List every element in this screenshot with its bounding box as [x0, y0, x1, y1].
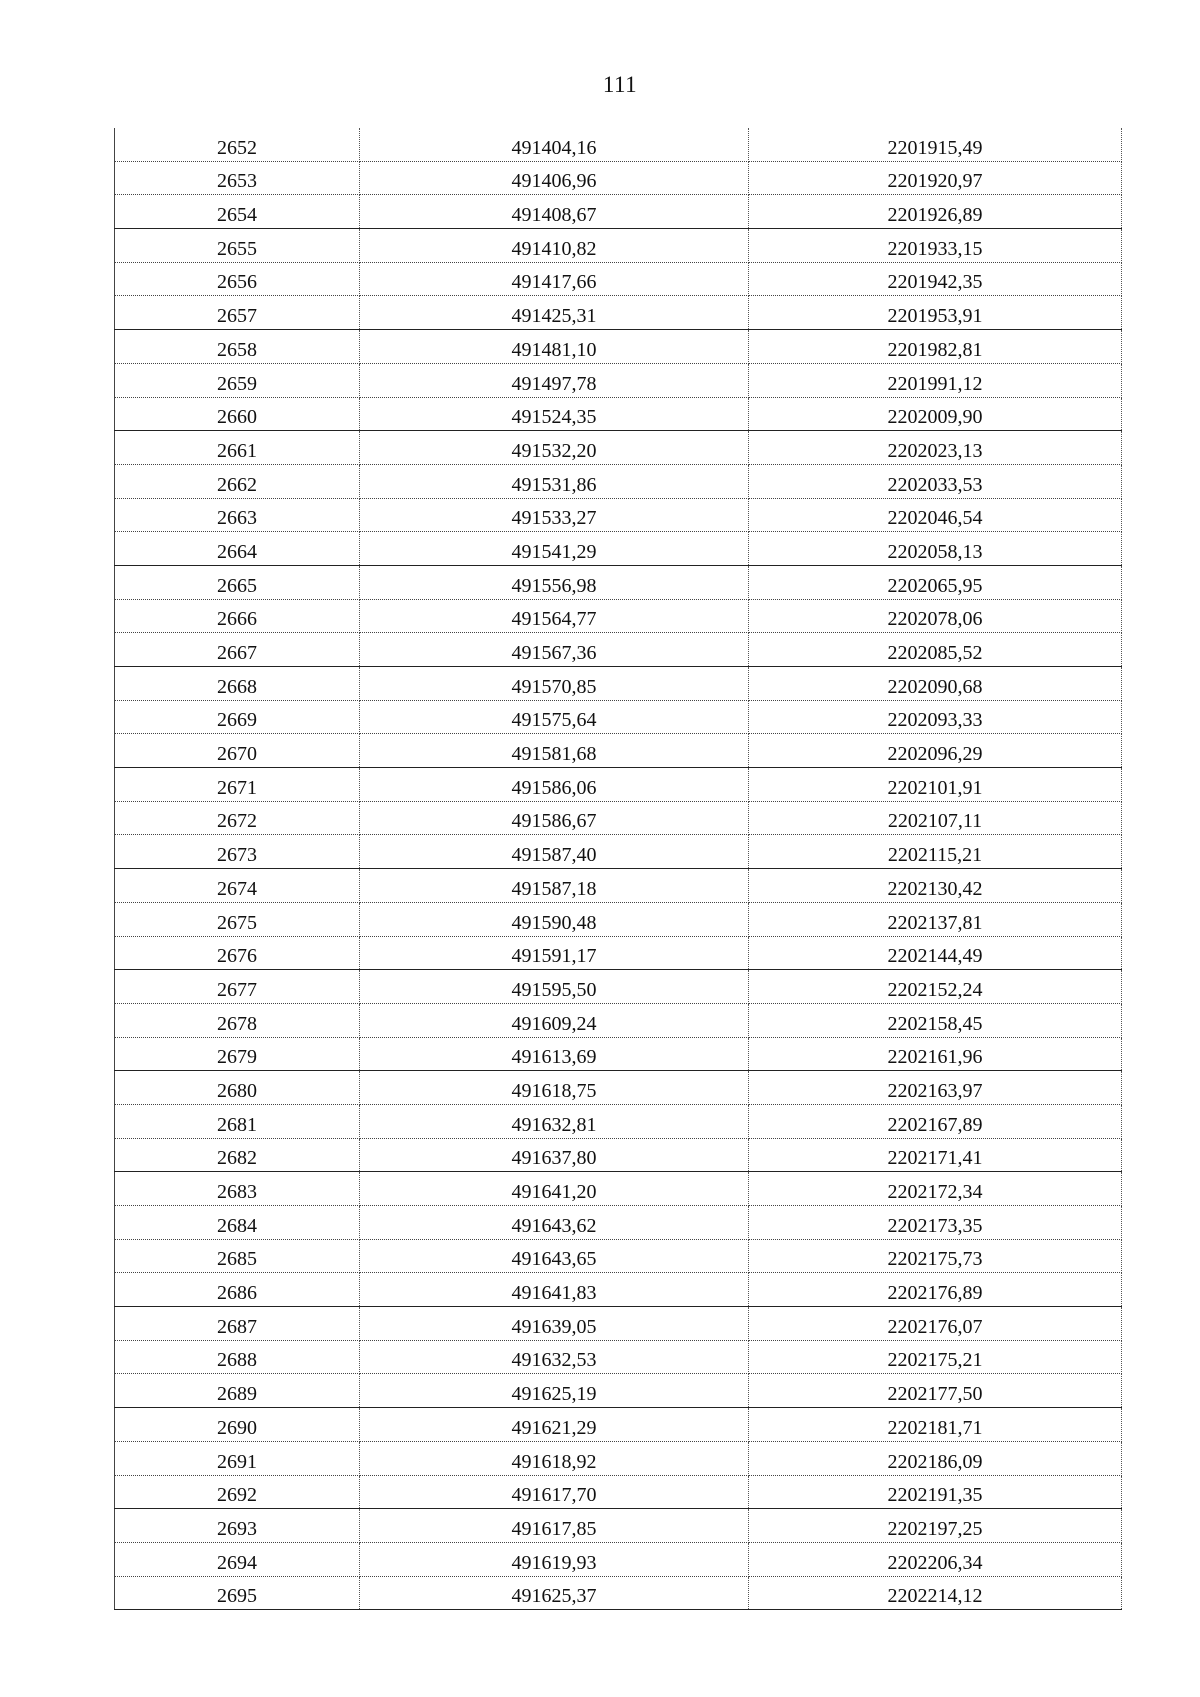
- point-number-cell: 2689: [115, 1374, 360, 1408]
- y-coordinate-cell: 2202096,29: [749, 734, 1122, 768]
- y-coordinate-cell: 2201953,91: [749, 296, 1122, 330]
- point-number-cell: 2664: [115, 532, 360, 566]
- x-coordinate-cell: 491625,19: [360, 1374, 749, 1408]
- y-coordinate-cell: 2202171,41: [749, 1138, 1122, 1172]
- x-coordinate-cell: 491590,48: [360, 902, 749, 936]
- point-number-cell: 2671: [115, 768, 360, 802]
- point-number-cell: 2663: [115, 498, 360, 532]
- x-coordinate-cell: 491632,53: [360, 1340, 749, 1374]
- table-row: [115, 1307, 1122, 1341]
- y-coordinate-cell: 2202176,07: [749, 1307, 1122, 1341]
- table-row: [115, 330, 1122, 364]
- table-row: [115, 1071, 1122, 1105]
- point-number-cell: 2654: [115, 195, 360, 229]
- x-coordinate-cell: 491587,40: [360, 835, 749, 869]
- x-coordinate-cell: 491425,31: [360, 296, 749, 330]
- table-row: [115, 835, 1122, 869]
- x-coordinate-cell: 491481,10: [360, 330, 749, 364]
- x-coordinate-cell: 491564,77: [360, 599, 749, 633]
- point-number-cell: 2685: [115, 1239, 360, 1273]
- table-row: [115, 1475, 1122, 1509]
- table-row: [115, 464, 1122, 498]
- point-number-cell: 2660: [115, 397, 360, 431]
- x-coordinate-cell: 491587,18: [360, 869, 749, 903]
- table-row: [115, 1408, 1122, 1442]
- x-coordinate-cell: 491556,98: [360, 565, 749, 599]
- y-coordinate-cell: 2202172,34: [749, 1172, 1122, 1206]
- table-row: [115, 1509, 1122, 1543]
- coordinates-table-body: [115, 128, 1122, 1610]
- point-number-cell: 2683: [115, 1172, 360, 1206]
- y-coordinate-cell: 2201982,81: [749, 330, 1122, 364]
- y-coordinate-cell: 2201926,89: [749, 195, 1122, 229]
- point-number-cell: 2661: [115, 431, 360, 465]
- table-row: [115, 936, 1122, 970]
- point-number-cell: 2680: [115, 1071, 360, 1105]
- x-coordinate-cell: 491591,17: [360, 936, 749, 970]
- x-coordinate-cell: 491641,83: [360, 1273, 749, 1307]
- x-coordinate-cell: 491625,37: [360, 1576, 749, 1610]
- y-coordinate-cell: 2202173,35: [749, 1206, 1122, 1240]
- table-row: [115, 902, 1122, 936]
- y-coordinate-cell: 2202107,11: [749, 801, 1122, 835]
- x-coordinate-cell: 491575,64: [360, 700, 749, 734]
- table-row: [115, 1138, 1122, 1172]
- point-number-cell: 2657: [115, 296, 360, 330]
- y-coordinate-cell: 2202181,71: [749, 1408, 1122, 1442]
- y-coordinate-cell: 2202009,90: [749, 397, 1122, 431]
- point-number-cell: 2675: [115, 902, 360, 936]
- x-coordinate-cell: 491637,80: [360, 1138, 749, 1172]
- y-coordinate-cell: 2202167,89: [749, 1104, 1122, 1138]
- table-row: [115, 431, 1122, 465]
- table-row: [115, 1003, 1122, 1037]
- y-coordinate-cell: 2202161,96: [749, 1037, 1122, 1071]
- y-coordinate-cell: 2201920,97: [749, 161, 1122, 195]
- point-number-cell: 2655: [115, 229, 360, 263]
- point-number-cell: 2690: [115, 1408, 360, 1442]
- point-number-cell: 2665: [115, 565, 360, 599]
- point-number-cell: 2667: [115, 633, 360, 667]
- point-number-cell: 2670: [115, 734, 360, 768]
- x-coordinate-cell: 491586,06: [360, 768, 749, 802]
- table-row: [115, 667, 1122, 701]
- x-coordinate-cell: 491621,29: [360, 1408, 749, 1442]
- x-coordinate-cell: 491406,96: [360, 161, 749, 195]
- y-coordinate-cell: 2201991,12: [749, 363, 1122, 397]
- y-coordinate-cell: 2202191,35: [749, 1475, 1122, 1509]
- y-coordinate-cell: 2202186,09: [749, 1441, 1122, 1475]
- y-coordinate-cell: 2202085,52: [749, 633, 1122, 667]
- table-row: [115, 1239, 1122, 1273]
- x-coordinate-cell: 491524,35: [360, 397, 749, 431]
- table-row: [115, 599, 1122, 633]
- table-row: [115, 1273, 1122, 1307]
- point-number-cell: 2692: [115, 1475, 360, 1509]
- y-coordinate-cell: 2201915,49: [749, 128, 1122, 161]
- x-coordinate-cell: 491643,65: [360, 1239, 749, 1273]
- y-coordinate-cell: 2202177,50: [749, 1374, 1122, 1408]
- x-coordinate-cell: 491581,68: [360, 734, 749, 768]
- x-coordinate-cell: 491595,50: [360, 970, 749, 1004]
- point-number-cell: 2684: [115, 1206, 360, 1240]
- x-coordinate-cell: 491618,75: [360, 1071, 749, 1105]
- point-number-cell: 2695: [115, 1576, 360, 1610]
- table-row: [115, 1206, 1122, 1240]
- x-coordinate-cell: 491497,78: [360, 363, 749, 397]
- table-row: [115, 128, 1122, 161]
- x-coordinate-cell: 491533,27: [360, 498, 749, 532]
- table-row: [115, 565, 1122, 599]
- point-number-cell: 2681: [115, 1104, 360, 1138]
- point-number-cell: 2656: [115, 262, 360, 296]
- x-coordinate-cell: 491570,85: [360, 667, 749, 701]
- point-number-cell: 2668: [115, 667, 360, 701]
- y-coordinate-cell: 2202023,13: [749, 431, 1122, 465]
- table-row: [115, 1576, 1122, 1610]
- x-coordinate-cell: 491531,86: [360, 464, 749, 498]
- table-row: [115, 801, 1122, 835]
- y-coordinate-cell: 2202058,13: [749, 532, 1122, 566]
- y-coordinate-cell: 2202175,73: [749, 1239, 1122, 1273]
- y-coordinate-cell: 2202163,97: [749, 1071, 1122, 1105]
- y-coordinate-cell: 2202115,21: [749, 835, 1122, 869]
- y-coordinate-cell: 2202175,21: [749, 1340, 1122, 1374]
- point-number-cell: 2659: [115, 363, 360, 397]
- table-row: [115, 734, 1122, 768]
- x-coordinate-cell: 491532,20: [360, 431, 749, 465]
- point-number-cell: 2694: [115, 1542, 360, 1576]
- y-coordinate-cell: 2202197,25: [749, 1509, 1122, 1543]
- x-coordinate-cell: 491586,67: [360, 801, 749, 835]
- point-number-cell: 2652: [115, 128, 360, 161]
- y-coordinate-cell: 2202176,89: [749, 1273, 1122, 1307]
- point-number-cell: 2662: [115, 464, 360, 498]
- x-coordinate-cell: 491641,20: [360, 1172, 749, 1206]
- point-number-cell: 2674: [115, 869, 360, 903]
- table-row: [115, 532, 1122, 566]
- y-coordinate-cell: 2202090,68: [749, 667, 1122, 701]
- table-row: [115, 1441, 1122, 1475]
- x-coordinate-cell: 491408,67: [360, 195, 749, 229]
- point-number-cell: 2693: [115, 1509, 360, 1543]
- point-number-cell: 2677: [115, 970, 360, 1004]
- table-row: [115, 363, 1122, 397]
- table-row: [115, 296, 1122, 330]
- y-coordinate-cell: 2202214,12: [749, 1576, 1122, 1610]
- x-coordinate-cell: 491613,69: [360, 1037, 749, 1071]
- x-coordinate-cell: 491404,16: [360, 128, 749, 161]
- x-coordinate-cell: 491541,29: [360, 532, 749, 566]
- coordinates-table: [114, 128, 1122, 1610]
- y-coordinate-cell: 2202206,34: [749, 1542, 1122, 1576]
- point-number-cell: 2669: [115, 700, 360, 734]
- table-row: [115, 700, 1122, 734]
- y-coordinate-cell: 2201942,35: [749, 262, 1122, 296]
- point-number-cell: 2688: [115, 1340, 360, 1374]
- table-row: [115, 869, 1122, 903]
- point-number-cell: 2672: [115, 801, 360, 835]
- table-row: [115, 1104, 1122, 1138]
- y-coordinate-cell: 2201933,15: [749, 229, 1122, 263]
- table-row: [115, 1340, 1122, 1374]
- x-coordinate-cell: 491639,05: [360, 1307, 749, 1341]
- y-coordinate-cell: 2202152,24: [749, 970, 1122, 1004]
- table-row: [115, 1542, 1122, 1576]
- point-number-cell: 2666: [115, 599, 360, 633]
- table-row: [115, 633, 1122, 667]
- table-row: [115, 262, 1122, 296]
- table-row: [115, 1172, 1122, 1206]
- y-coordinate-cell: 2202101,91: [749, 768, 1122, 802]
- table-row: [115, 161, 1122, 195]
- point-number-cell: 2658: [115, 330, 360, 364]
- point-number-cell: 2687: [115, 1307, 360, 1341]
- point-number-cell: 2691: [115, 1441, 360, 1475]
- page-number: 111: [602, 72, 638, 97]
- point-number-cell: 2679: [115, 1037, 360, 1071]
- point-number-cell: 2682: [115, 1138, 360, 1172]
- x-coordinate-cell: 491609,24: [360, 1003, 749, 1037]
- y-coordinate-cell: 2202065,95: [749, 565, 1122, 599]
- x-coordinate-cell: 491417,66: [360, 262, 749, 296]
- y-coordinate-cell: 2202158,45: [749, 1003, 1122, 1037]
- x-coordinate-cell: 491619,93: [360, 1542, 749, 1576]
- y-coordinate-cell: 2202078,06: [749, 599, 1122, 633]
- table-row: [115, 1374, 1122, 1408]
- point-number-cell: 2676: [115, 936, 360, 970]
- point-number-cell: 2653: [115, 161, 360, 195]
- x-coordinate-cell: 491567,36: [360, 633, 749, 667]
- x-coordinate-cell: 491410,82: [360, 229, 749, 263]
- x-coordinate-cell: 491643,62: [360, 1206, 749, 1240]
- x-coordinate-cell: 491632,81: [360, 1104, 749, 1138]
- y-coordinate-cell: 2202093,33: [749, 700, 1122, 734]
- y-coordinate-cell: 2202144,49: [749, 936, 1122, 970]
- y-coordinate-cell: 2202046,54: [749, 498, 1122, 532]
- y-coordinate-cell: 2202130,42: [749, 869, 1122, 903]
- y-coordinate-cell: 2202137,81: [749, 902, 1122, 936]
- table-row: [115, 195, 1122, 229]
- table-row: [115, 498, 1122, 532]
- table-row: [115, 229, 1122, 263]
- y-coordinate-cell: 2202033,53: [749, 464, 1122, 498]
- table-row: [115, 768, 1122, 802]
- x-coordinate-cell: 491618,92: [360, 1441, 749, 1475]
- point-number-cell: 2678: [115, 1003, 360, 1037]
- x-coordinate-cell: 491617,85: [360, 1509, 749, 1543]
- point-number-cell: 2673: [115, 835, 360, 869]
- x-coordinate-cell: 491617,70: [360, 1475, 749, 1509]
- table-row: [115, 970, 1122, 1004]
- table-row: [115, 1037, 1122, 1071]
- table-row: [115, 397, 1122, 431]
- point-number-cell: 2686: [115, 1273, 360, 1307]
